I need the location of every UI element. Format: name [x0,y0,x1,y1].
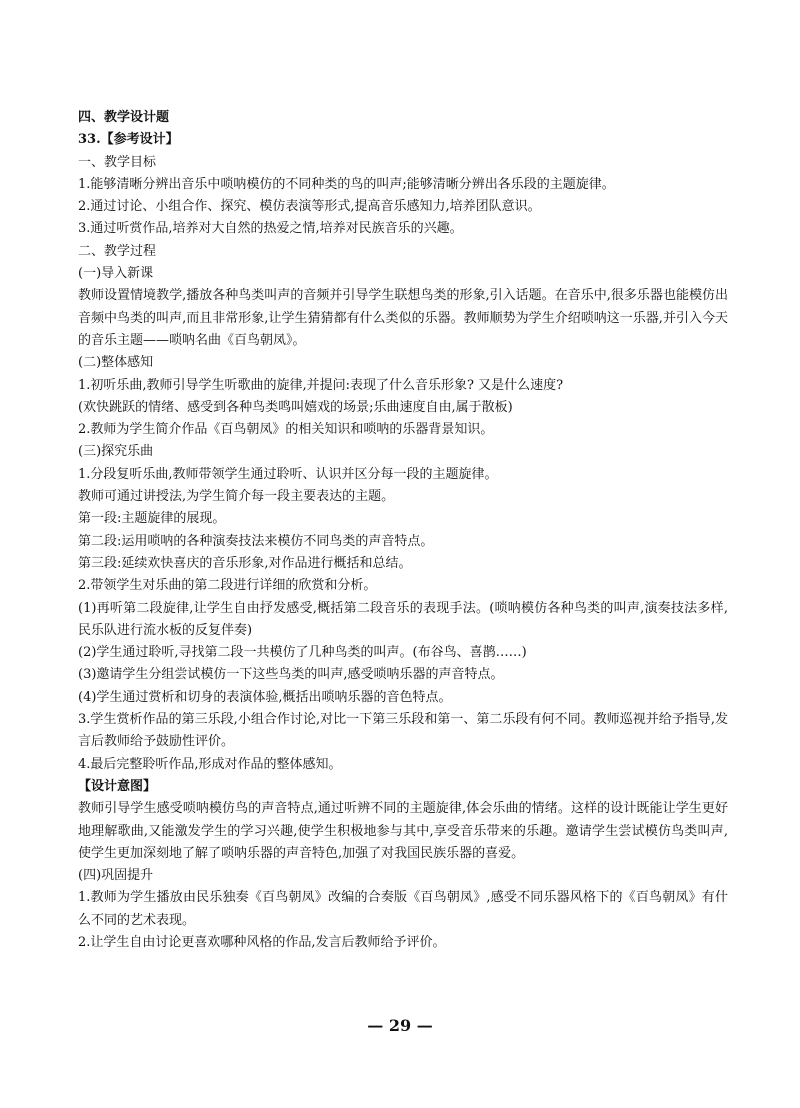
objectives-heading: 一、教学目标 [78,154,157,170]
question-label: 33.【参考设计】 [78,132,179,148]
explore-sub-4: (4)学生通过赏析和切身的表演体验,概括出唢呐乐器的音色特点。 [78,689,452,705]
objective-item-1: 1.能够清晰分辨出音乐中唢呐模仿的不同种类的鸟的叫声;能够清晰分辨出各乐段的主题旋律。 [78,176,615,192]
objective-item-3: 3.通过听赏作品,培养对大自然的热爱之情,培养对民族音乐的兴趣。 [78,221,463,237]
overall-heading: (二)整体感知 [78,355,154,371]
explore-sub-2: (2)学生通过聆听,寻找第二段一共模仿了几种鸟类的叫声。(布谷鸟、喜鹊……) [78,645,527,661]
explore-item-4: 4.最后完整聆听作品,形成对作品的整体感知。 [78,756,342,772]
overall-item-1: 1.初听乐曲,教师引导学生听歌曲的旋律,并提问:表现了什么音乐形象? 又是什么速度? [78,377,564,393]
explore-section-3: 第三段:延续欢快喜庆的音乐形象,对作品进行概括和总结。 [78,555,412,571]
consolidate-item-2: 2.让学生自由讨论更喜欢哪种风格的作品,发言后教师给予评价。 [78,934,446,950]
explore-item-3: 3.学生赏析作品的第三乐段,小组合作讨论,对比一下第三乐段和第一、第二乐段有何不同。教师巡视并给予指导,发言后教师给予鼓励性评价。 [78,712,728,750]
consolidate-heading: (四)巩固提升 [78,868,154,884]
explore-section-2: 第二段:运用唢呐的各种演奏技法来模仿不同鸟类的声音特点。 [78,533,434,549]
explore-item-2: 2.带领学生对乐曲的第二段进行详细的欣赏和分析。 [78,578,377,594]
overall-item-2: 2.教师为学生简介作品《百鸟朝凤》的相关知识和唢呐的乐器背景知识。 [78,422,494,438]
explore-item-1: 1.分段复听乐曲,教师带领学生通过聆听、认识并区分每一段的主题旋律。 [78,466,498,482]
page-number: — 29 — [367,1016,433,1035]
intent-paragraph: 教师引导学生感受唢呐模仿鸟的声音特点,通过听辨不同的主题旋律,体会乐曲的情绪。这样的设计既能让学生更好地理解歌曲,又能激发学生的学习兴趣,使学生积极地参与其中,享受音乐带来的乐趣。邀请学生尝试模仿鸟类叫声,使学生更加深刻地了解了唢呐乐器的声音特色,加强了对我国民族乐器的喜爱。 [78,801,728,861]
document-body [78,107,728,954]
intent-heading: 【设计意图】 [78,778,157,794]
process-heading: 二、教学过程 [78,243,157,259]
intro-paragraph: 教师设置情境教学,播放各种鸟类叫声的音频并引导学生联想鸟类的形象,引入话题。在音乐中,很多乐器也能模仿出音频中鸟类的叫声,而且非常形象,让学生猜猜都有什么类似的乐器。教师顺势为学生介绍唢呐这一乐器,并引入今天的音乐主题——唢呐名曲《百鸟朝凤》。 [78,288,728,348]
explore-heading: (三)探究乐曲 [78,444,154,460]
explore-sub-1: (1)再听第二段旋律,让学生自由抒发感受,概括第二段音乐的表现手法。(唢呐模仿各种鸟类的叫声,演奏技法多样,民乐队进行流水板的反复伴奏) [78,600,728,638]
objective-item-2: 2.通过讨论、小组合作、探究、模仿表演等形式,提高音乐感知力,培养团队意识。 [78,199,541,215]
consolidate-item-1: 1.教师为学生播放由民乐独奏《百鸟朝凤》改编的合奏版《百鸟朝凤》,感受不同乐器风格下的《百鸟朝凤》有什么不同的艺术表现。 [78,890,728,928]
explore-sub-3: (3)邀请学生分组尝试模仿一下这些鸟类的叫声,感受唢呐乐器的声音特点。 [78,667,504,683]
intro-heading: (一)导入新课 [78,266,154,282]
explore-section-1: 第一段:主题旋律的展现。 [78,511,226,527]
overall-answer: (欢快跳跃的情绪、感受到各种鸟类鸣叫嬉戏的场景;乐曲速度自由,属于散板) [78,399,513,415]
section-title: 四、教学设计题 [78,110,170,125]
explore-note: 教师可通过讲授法,为学生简介每一段主要表达的主题。 [78,489,395,505]
